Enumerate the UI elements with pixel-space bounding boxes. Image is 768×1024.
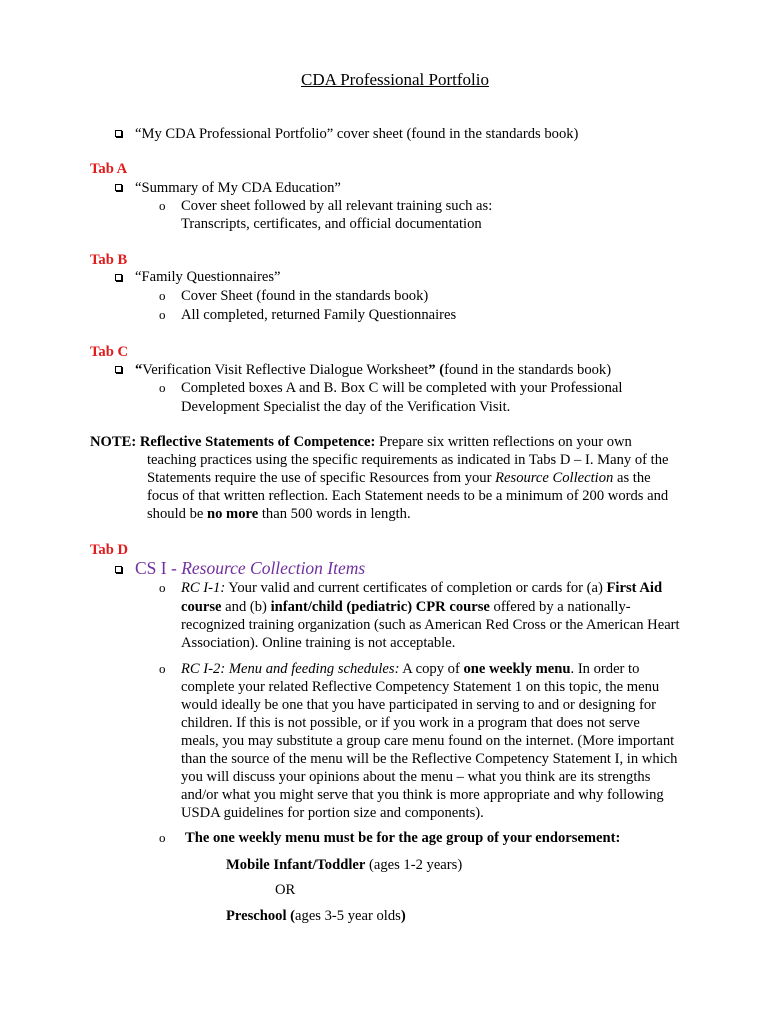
cs1-title: Resource Collection Items <box>181 558 366 578</box>
rc2-text: . In order to <box>570 661 640 677</box>
tab-b-sub-item: All completed, returned Family Questionnaires <box>181 307 457 323</box>
bullet-circle-icon: o <box>159 661 166 676</box>
note-line: focus of that written reflection. Each Statement needs to be a minimum of 200 words and <box>147 488 669 504</box>
rc1-text: offered by a nationally- <box>489 599 631 615</box>
rc1-line <box>181 579 662 597</box>
tab-c-item <box>135 361 611 379</box>
checkbox-icon <box>115 184 122 191</box>
tab-c-sub-line: Completed boxes A and B. Box C will be completed with your Professional <box>181 380 623 396</box>
bullet-circle-icon: o <box>159 307 166 322</box>
tab-a-heading: Tab A <box>90 161 128 177</box>
rc2-line: USDA guidelines for portion size and components). <box>181 805 484 821</box>
bullet-circle-icon: o <box>159 580 166 595</box>
quote-mark: ” ( <box>428 362 445 378</box>
rc1-line: Association). Online training is not acceptable. <box>181 635 456 651</box>
rc2-line: you will discuss your opinions about the menu – what you think are its strengths <box>181 769 651 785</box>
worksheet-title: Verification Visit Reflective Dialogue Worksheet <box>142 362 429 378</box>
checkbox-icon <box>115 366 122 373</box>
worksheet-note: found in the standards book) <box>444 362 612 378</box>
tab-b-heading: Tab B <box>90 252 128 268</box>
option-text: ages 3-5 year olds <box>295 908 401 924</box>
cover-sheet-item: “My CDA Professional Portfolio” cover sheet (found in the standards book) <box>135 126 579 142</box>
rc1-bold: infant/child (pediatric) CPR course <box>270 599 490 615</box>
rc2-line: meals, you may substitute a group care menu found on the internet. (More important <box>181 733 675 749</box>
tab-a-sub-line: Cover sheet followed by all relevant training such as: <box>181 198 493 214</box>
rc1-line <box>181 598 631 616</box>
note-line: teaching practices using the specific requirements as indicated in Tabs D – I. Many of the <box>147 452 669 468</box>
rc1-bold: First Aid <box>606 580 663 596</box>
note-line <box>147 469 651 487</box>
rc2-label: RC I-2: Menu and feeding schedules: <box>181 661 400 677</box>
rc2-text: A copy of <box>399 661 464 677</box>
bullet-circle-icon: o <box>159 288 166 303</box>
tab-a-sub-line: Transcripts, certificates, and official documentation <box>181 216 482 232</box>
checkbox-icon <box>115 566 122 573</box>
bullet-circle-icon: o <box>159 380 166 395</box>
bullet-circle-icon: o <box>159 830 166 845</box>
rc1-label: RC I-1: <box>181 580 226 596</box>
age-option-preschool <box>226 907 406 925</box>
rc1-text: Your valid and current certificates of completion or cards for (a) <box>225 580 607 596</box>
note-text: as the <box>613 470 651 486</box>
tab-c-sub-line: Development Specialist the day of the Verification Visit. <box>181 399 511 415</box>
option-bold: Preschool ( <box>226 908 296 924</box>
tab-a-item: “Summary of My CDA Education” <box>135 180 341 196</box>
note-italic: Resource Collection <box>495 470 614 486</box>
or-separator: OR <box>275 882 296 898</box>
option-text: (ages 1-2 years) <box>365 857 463 873</box>
checkbox-icon <box>115 130 122 137</box>
note-line <box>147 505 411 523</box>
checkbox-icon <box>115 274 122 281</box>
note-text: than 500 words in length. <box>258 506 411 522</box>
tab-b-sub-item: Cover Sheet (found in the standards book) <box>181 288 429 304</box>
rc2-bold: one weekly menu <box>463 661 571 677</box>
quote-mark: “ <box>135 362 143 378</box>
note-text: Statements require the use of specific Resources from your <box>147 470 496 486</box>
tab-c-heading: Tab C <box>90 344 128 360</box>
bullet-circle-icon: o <box>159 198 166 213</box>
page-title: CDA Professional Portfolio <box>301 70 489 89</box>
rc1-text: and (b) <box>221 599 271 615</box>
note-line <box>90 433 632 451</box>
note-bold: no more <box>207 506 259 522</box>
rc2-line: children. If this is not possible, or if you work in a program that does not serve <box>181 715 640 731</box>
rc1-bold: course <box>181 599 222 615</box>
rc2-line: complete your related Reflective Competency Statement 1 on this topic, the menu <box>181 679 660 695</box>
menu-age-note: The one weekly menu must be for the age group of your endorsement: <box>185 830 621 846</box>
cs1-prefix: CS I - <box>135 558 182 578</box>
rc2-line: would ideally be one that you have participated in serving to and or designing for <box>181 697 656 713</box>
rc2-line: than the source of the menu will be the Reflective Competency Statement I, in which <box>181 751 678 767</box>
rc2-line: and/or what you might serve that you think is more appropriate and why following <box>181 787 664 803</box>
option-bold: ) <box>400 908 406 924</box>
cs1-heading <box>135 558 365 578</box>
age-option-mobile-infant-toddler <box>226 856 462 874</box>
rc1-line: recognized training organization (such as American Red Cross or the American Heart <box>181 617 680 633</box>
option-bold: Mobile Infant/Toddler <box>226 857 366 873</box>
note-text: Prepare six written reflections on your own <box>375 434 632 450</box>
tab-d-heading: Tab D <box>90 542 128 558</box>
rc2-line <box>181 660 639 678</box>
note-label: NOTE: Reflective Statements of Competence: <box>90 434 376 450</box>
tab-b-item: “Family Questionnaires” <box>135 269 281 285</box>
note-text: should be <box>147 506 207 522</box>
